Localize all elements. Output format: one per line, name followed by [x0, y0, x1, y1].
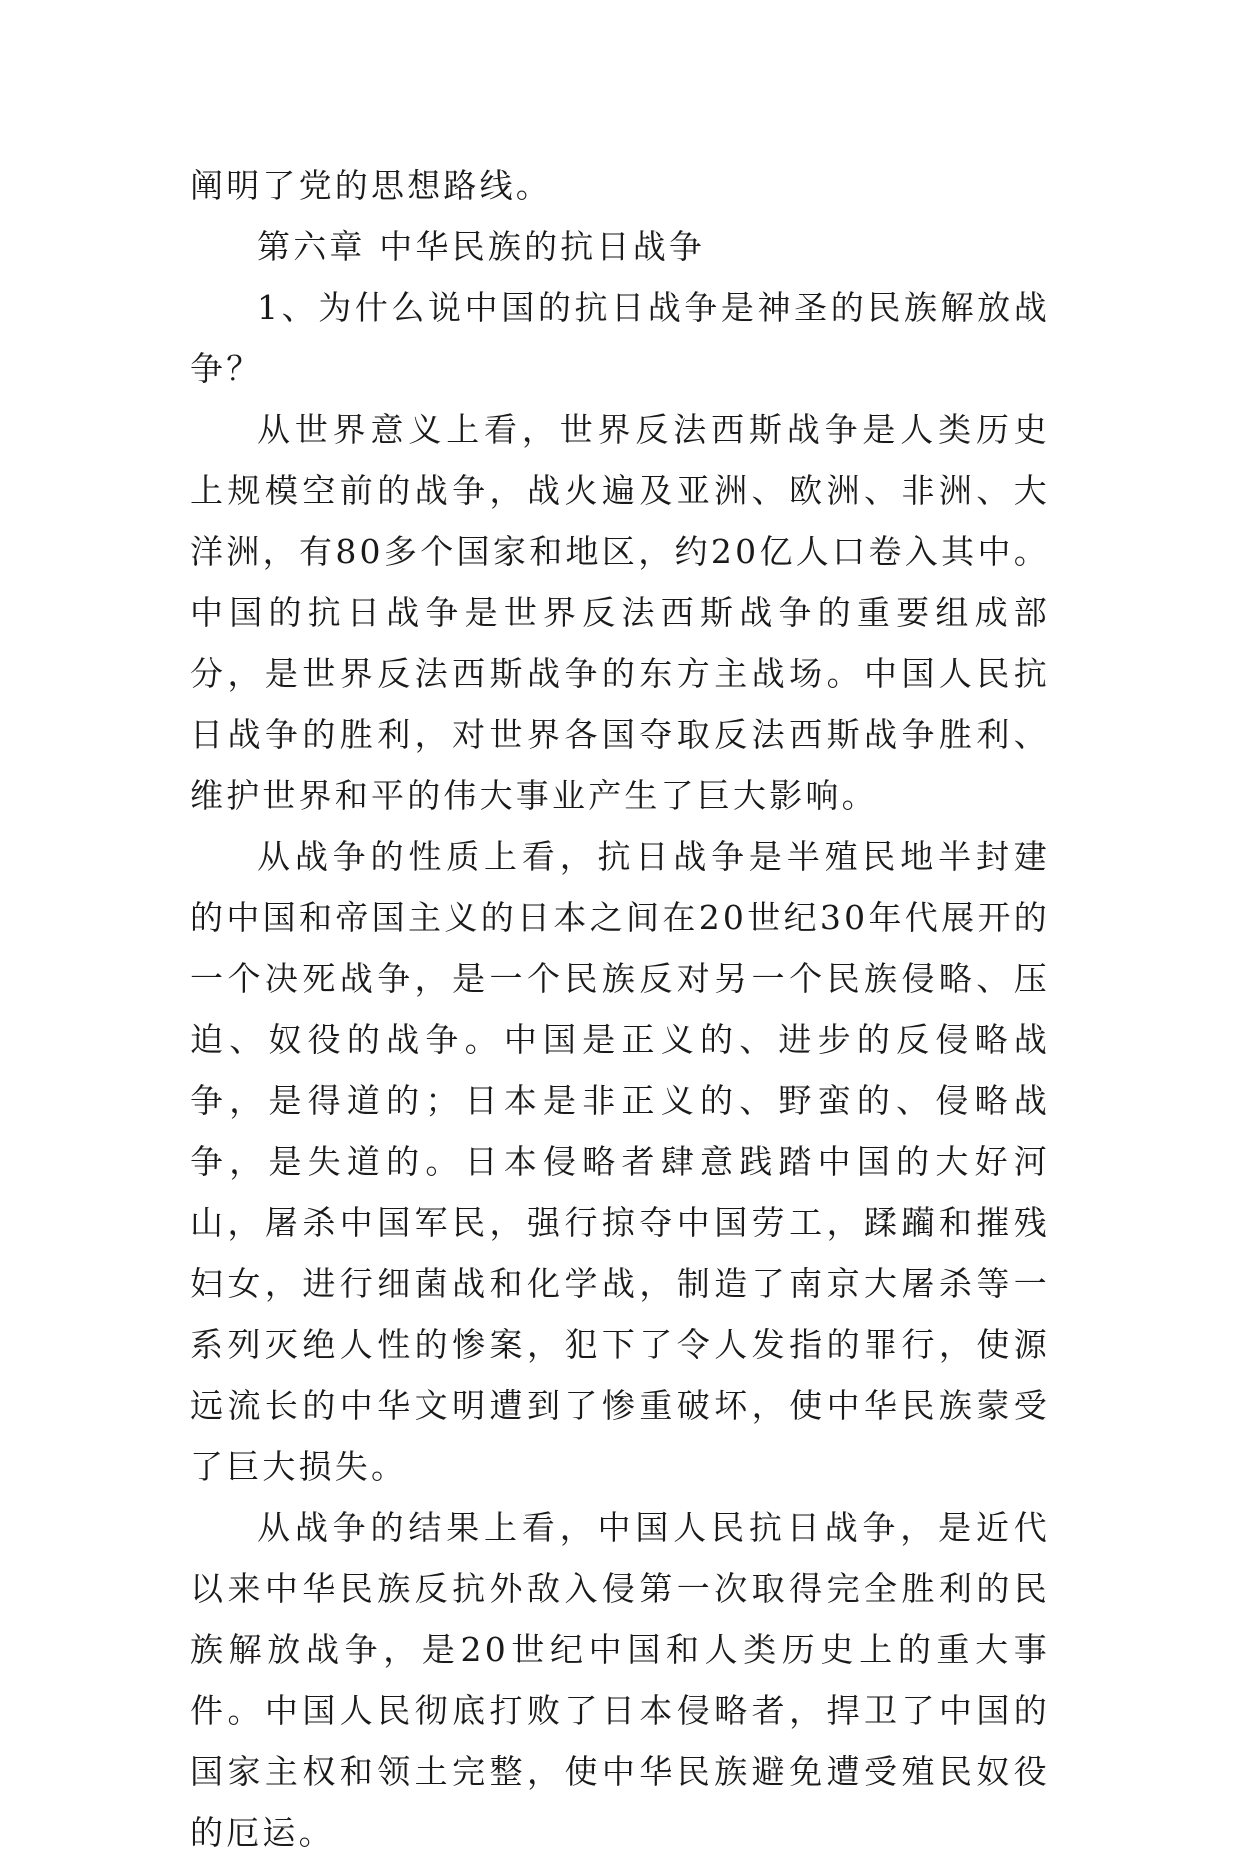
document-body [190, 155, 1050, 1863]
paragraph-world-significance: 从世界意义上看，世界反法西斯战争是人类历史上规模空前的战争，战火遍及亚洲、欧洲、非洲、大洋洲，有80多个国家和地区，约20亿人口卷入其中。中国的抗日战争是世界反法西斯战争的重要组成部分，是世界反法西斯战争的东方主战场。中国人民抗日战争的胜利，对世界各国夺取反法西斯战争胜利、维护世界和平的伟大事业产生了巨大影响。 [190, 410, 1050, 815]
chapter-heading: 第六章 中华民族的抗日战争 [257, 227, 706, 266]
question-heading: 1、为什么说中国的抗日战争是神圣的民族解放战争？ [190, 288, 1050, 388]
paragraph-continuation: 阐明了党的思想路线。 [190, 166, 552, 205]
paragraph-war-nature: 从战争的性质上看，抗日战争是半殖民地半封建的中国和帝国主义的日本之间在20世纪30年代展开的一个决死战争，是一个民族反对另一个民族侵略、压迫、奴役的战争。中国是正义的、进步的反侵略战争，是得道的；日本是非正义的、野蛮的、侵略战争，是失道的。日本侵略者肆意践踏中国的大好河山，屠杀中国军民，强行掠夺中国劳工，蹂躏和摧残妇女，进行细菌战和化学战，制造了南京大屠杀等一系列灭绝人性的惨案，犯下了令人发指的罪行，使源远流长的中华文明遭到了惨重破坏，使中华民族蒙受了巨大损失。 [190, 837, 1050, 1486]
paragraph-war-outcome: 从战争的结果上看，中国人民抗日战争，是近代以来中华民族反抗外敌入侵第一次取得完全胜利的民族解放战争，是20世纪中国和人类历史上的重大事件。中国人民彻底打败了日本侵略者，捍卫了中国的国家主权和领土完整，使中华民族避免遭受殖民奴役的厄运。 [190, 1508, 1050, 1852]
